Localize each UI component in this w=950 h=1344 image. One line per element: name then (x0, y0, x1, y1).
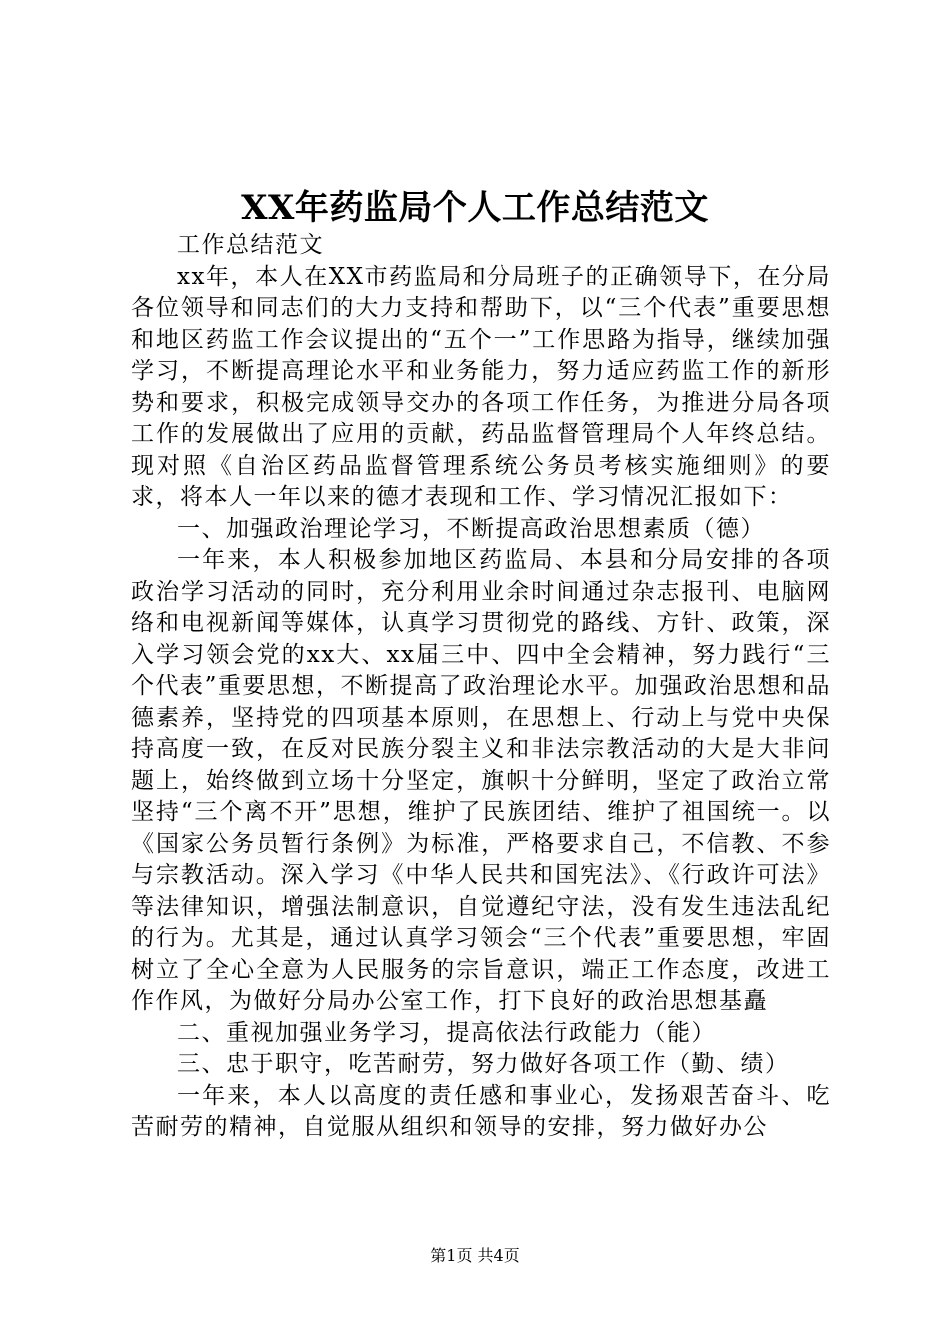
section-heading-2: 二、重视加强业务学习，提高依法行政能力（能） (177, 1019, 716, 1046)
paragraph-subtitle: 工作总结范文 (177, 232, 324, 258)
paragraph-intro: xx年，本人在XX市药监局和分局班子的正确领导下，在分局各位领导和同志们的大力支持和帮助下，以“三个代表”重要思想和地区药监工作会议提出的“五个一”工作思路为指导，继续加强学习，不断提高理论水平和业务能力，努力适应药监工作的新形势和要求，积极完成领导交办的各项工作任务，为推进分局各项工作的发展做出了应用的贡献，药品监督管理局个人年终总结。现对照《自治区药品监督管理系统公务员考核实施细则》的要求，将本人一年以来的德才表现和工作、学习情况汇报如下： (131, 263, 831, 510)
document-body (131, 230, 831, 1144)
document-title: XX年药监局个人工作总结范文 (241, 188, 709, 228)
page-footer: 第1页 共4页 (430, 1246, 520, 1265)
section-heading-1: 一、加强政治理论学习，不断提高政治思想素质（德） (177, 515, 765, 542)
paragraph-section-1: 一年来，本人积极参加地区药监局、本县和分局安排的各项政治学习活动的同时，充分利用业余时间通过杂志报刊、电脑网络和电视新闻等媒体，认真学习贯彻党的路线、方针、政策，深入学习领会党的xx大、xx届三中、四中全会精神，努力践行“三个代表”重要思想，不断提高了政治理论水平。加强政治思想和品德素养，坚持党的四项基本原则，在思想上、行动上与党中央保持高度一致，在反对民族分裂主义和非法宗教活动的大是大非问题上，始终做到立场十分坚定，旗帜十分鲜明，坚定了政治立常坚持“三个离不开”思想，维护了民族团结、维护了祖国统一。以《国家公务员暂行条例》为标准，严格要求自己，不信教、不参与宗教活动。深入学习《中华人民共和国宪法》、《行政许可法》等法律知识，增强法制意识，自觉遵纪守法，没有发生违法乱纪的行为。尤其是，通过认真学习领会“三个代表”重要思想，牢固树立了全心全意为人民服务的宗旨意识，端正工作态度，改进工作作风，为做好分局办公室工作，打下良好的政治思想基矗 (131, 547, 831, 1014)
section-heading-3: 三、忠于职守，吃苦耐劳，努力做好各项工作（勤、绩） (177, 1051, 790, 1077)
paragraph-section-3: 一年来，本人以高度的责任感和事业心，发扬艰苦奋斗、吃苦耐劳的精神，自觉服从组织和领导的安排，努力做好办公 (131, 1082, 831, 1140)
